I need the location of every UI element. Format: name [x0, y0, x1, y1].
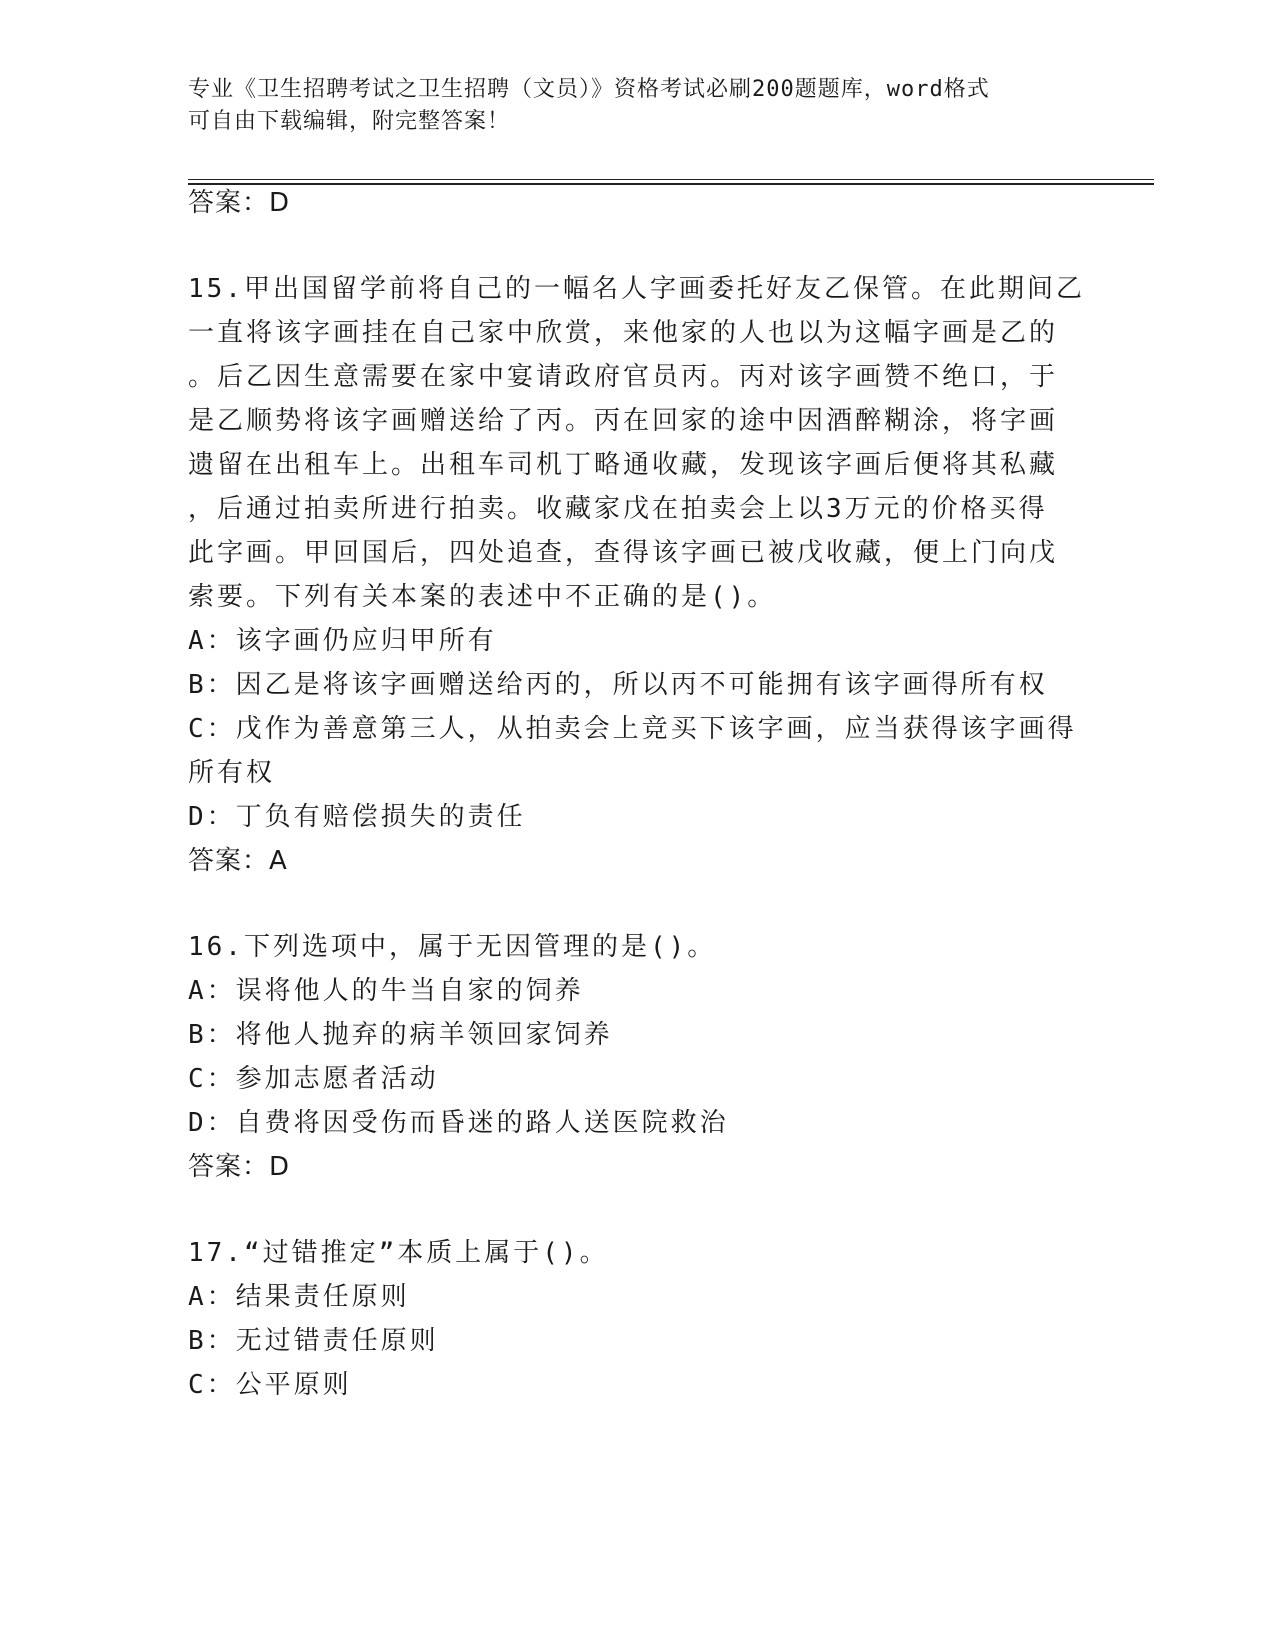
q15-option-c-line-1: C：戊作为善意第三人，从拍卖会上竞买下该字画，应当获得该字画得: [188, 714, 1077, 744]
q17-stem: 17.“过错推定”本质上属于()。: [188, 1238, 609, 1268]
header-line-2: 可自由下载编辑，附完整答案！: [188, 109, 511, 134]
document-header: [188, 74, 1068, 138]
q15-stem-line-6: ，后通过拍卖所进行拍卖。收藏家戊在拍卖会上以3万元的价格买得: [188, 494, 1048, 524]
q15-stem-line-1: 15.甲出国留学前将自己的一幅名人字画委托好友乙保管。在此期间乙: [188, 274, 1085, 304]
q17-option-a: A：结果责任原则: [188, 1282, 410, 1312]
q16-option-c: C：参加志愿者活动: [188, 1064, 439, 1094]
q16-option-d: D：自费将因受伤而昏迷的路人送医院救治: [188, 1108, 729, 1138]
q16-stem: 16.下列选项中，属于无因管理的是()。: [188, 932, 717, 962]
q15-stem-line-4: 是乙顺势将该字画赠送给了丙。丙在回家的途中因酒醉糊涂，将字画: [188, 406, 1059, 436]
q15-stem-line-2: 一直将该字画挂在自己家中欣赏，来他家的人也以为这幅字画是乙的: [188, 318, 1059, 348]
q15-option-c-line-2: 所有权: [188, 758, 276, 788]
header-divider-thick: [188, 183, 1154, 185]
q16-answer: 答案：D: [188, 1152, 291, 1182]
header-line-1: 专业《卫生招聘考试之卫生招聘（文员）》资格考试必刷200题题库，word格式: [188, 77, 990, 102]
q15-answer: 答案：A: [188, 846, 288, 876]
q15-stem-line-8: 索要。下列有关本案的表述中不正确的是()。: [188, 582, 777, 612]
q16-option-b: B：将他人抛弃的病羊领回家饲养: [188, 1020, 613, 1050]
q16-option-a: A：误将他人的牛当自家的饲养: [188, 976, 584, 1006]
header-divider-thin: [188, 179, 1154, 180]
q17-option-c: C：公平原则: [188, 1370, 352, 1400]
q15-stem-line-7: 此字画。甲回国后，四处追查，查得该字画已被戊收藏，便上门向戊: [188, 538, 1059, 568]
q15-stem-line-3: 。后乙因生意需要在家中宴请政府官员丙。丙对该字画赞不绝口，于: [188, 362, 1059, 392]
q15-option-a: A：该字画仍应归甲所有: [188, 626, 497, 656]
q15-option-d: D：丁负有赔偿损失的责任: [188, 802, 526, 832]
q17-option-b: B：无过错责任原则: [188, 1326, 439, 1356]
q15-option-b: B：因乙是将该字画赠送给丙的，所以丙不可能拥有该字画得所有权: [188, 670, 1048, 700]
previous-answer: 答案：D: [188, 188, 291, 218]
q15-stem-line-5: 遗留在出租车上。出租车司机丁略通收藏，发现该字画后便将其私藏: [188, 450, 1059, 480]
